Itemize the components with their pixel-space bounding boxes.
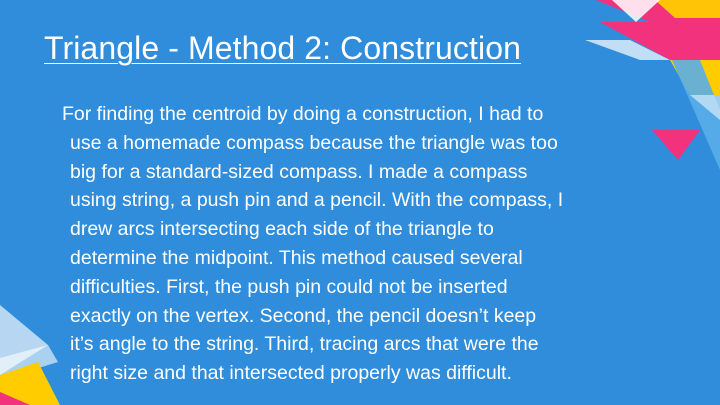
body-line: using string, a push pin and a pencil. With the compass, I: [70, 189, 564, 212]
body-line: use a homemade compass because the triangle was too: [70, 131, 558, 154]
body-line: drew arcs intersecting each side of the triangle to: [70, 218, 494, 241]
slide-body: [62, 100, 692, 388]
body-line: right size and that intersected properly was difficult.: [70, 362, 512, 385]
body-line: For finding the centroid by doing a construction, I had to: [62, 103, 544, 125]
body-line: difficulties. First, the push pin could not be inserted: [70, 275, 508, 298]
body-line: exactly on the vertex. Second, the pencil doesn’t keep: [70, 304, 537, 327]
body-line: it’s angle to the string. Third, tracing arcs that were the: [70, 333, 539, 356]
body-line: determine the midpoint. This method caused several: [70, 246, 523, 269]
slide-title: Triangle - Method 2: Construction: [44, 30, 522, 66]
body-line: big for a standard-sized compass. I made a compass: [70, 160, 528, 183]
